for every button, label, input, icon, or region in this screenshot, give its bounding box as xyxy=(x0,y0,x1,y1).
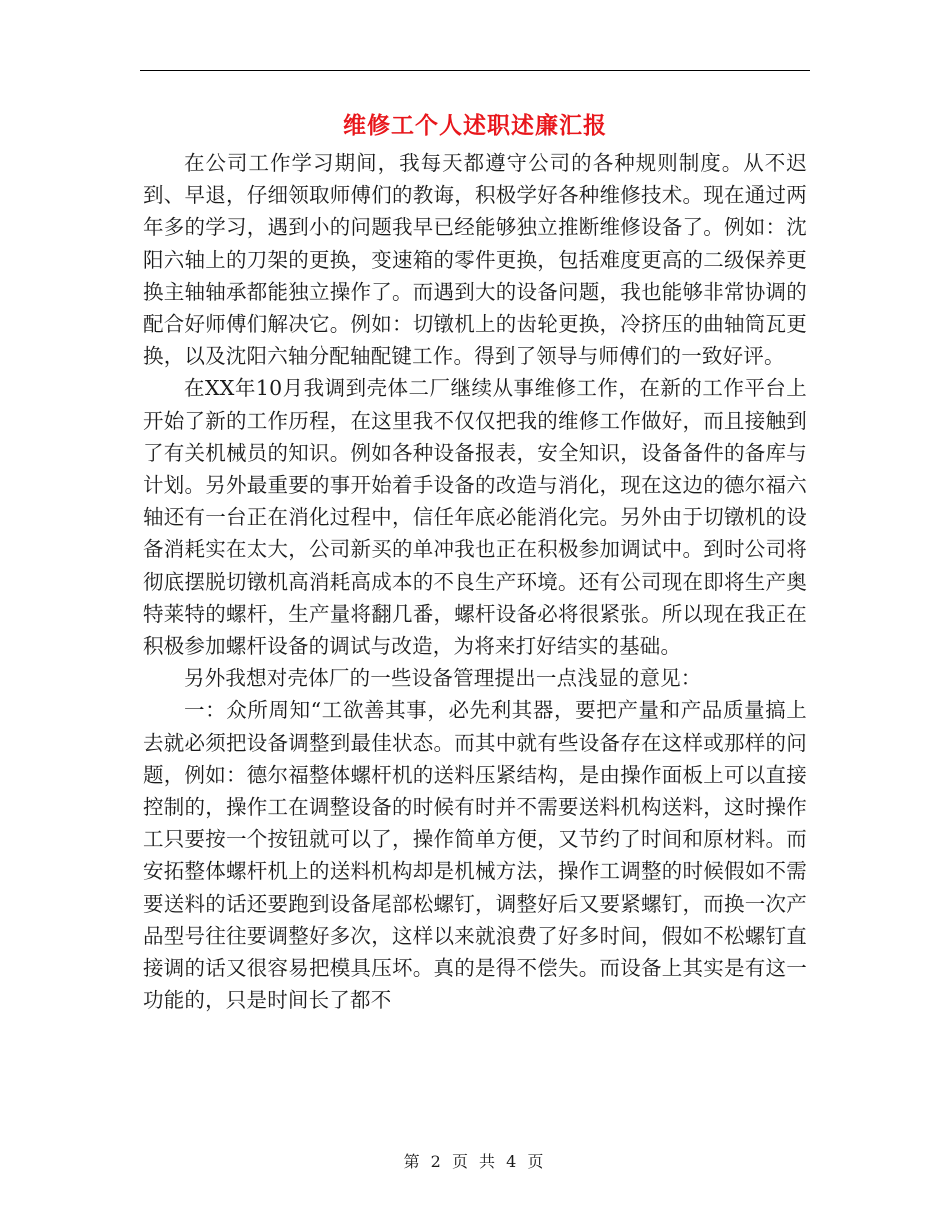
document-body xyxy=(143,147,807,1016)
header-rule xyxy=(140,70,810,71)
paragraph-4: 一：众所周知“工欲善其事，必先利其器，要把产量和产品质量搞上去就必须把设备调整到最佳状态。而其中就有些设备存在这样或那样的问题，例如：德尔福整体螺杆机的送料压紧结构，是由操作面板上可以直接控制的，操作工在调整设备的时候有时并不需要送料机构送料，这时操作工只要按一个按钮就可以了，操作简单方便，又节约了时间和原材料。而安拓整体螺杆机上的送料机构却是机械方法，操作工调整的时候假如不需要送料的话还要跑到设备尾部松螺钉，调整好后又要紧螺钉，而换一次产品型号往往要调整好多次，这样以来就浪费了好多时间，假如不松螺钉直接调的话又很容易把模具压坏。真的是得不偿失。而设备上其实是有这一功能的，只是时间长了都不 xyxy=(143,698,807,1013)
document-title: 维修工个人述职述廉汇报 xyxy=(343,112,607,139)
paragraph-3: 另外我想对壳体厂的一些设备管理提出一点浅显的意见： xyxy=(184,666,702,691)
page-number-footer: 第 2 页 共 4 页 xyxy=(403,1152,547,1171)
paragraph-1: 在公司工作学习期间，我每天都遵守公司的各种规则制度。从不迟到、早退，仔细领取师傅们的教诲，积极学好各种维修技术。现在通过两年多的学习，遇到小的问题我早已经能够独立推断维修设备了。例如：沈阳六轴上的刀架的更换，变速箱的零件更换，包括难度更高的二级保养更换主轴轴承都能独立操作了。而遇到大的设备问题，我也能够非常协调的配合好师傅们解决它。例如：切镦机上的齿轮更换，冷挤压的曲轴筒瓦更换，以及沈阳六轴分配轴配键工作。得到了领导与师傅们的一致好评。 xyxy=(143,151,807,369)
paragraph-2: 在XX年10月我调到壳体二厂继续从事维修工作，在新的工作平台上开始了新的工作历程，在这里我不仅仅把我的维修工作做好，而且接触到了有关机械员的知识。例如各种设备报表，安全知识，设备备件的备库与计划。另外最重要的事开始着手设备的改造与消化，现在这边的德尔福六轴还有一台正在消化过程中，信任年底必能消化完。另外由于切镦机的设备消耗实在太大，公司新买的单冲我也正在积极参加调试中。到时公司将彻底摆脱切镦机高消耗高成本的不良生产环境。还有公司现在即将生产奥特莱特的螺杆，生产量将翻几番，螺杆设备必将很紧张。所以现在我正在积极参加螺杆设备的调试与改造，为将来打好结实的基础。 xyxy=(143,376,807,659)
